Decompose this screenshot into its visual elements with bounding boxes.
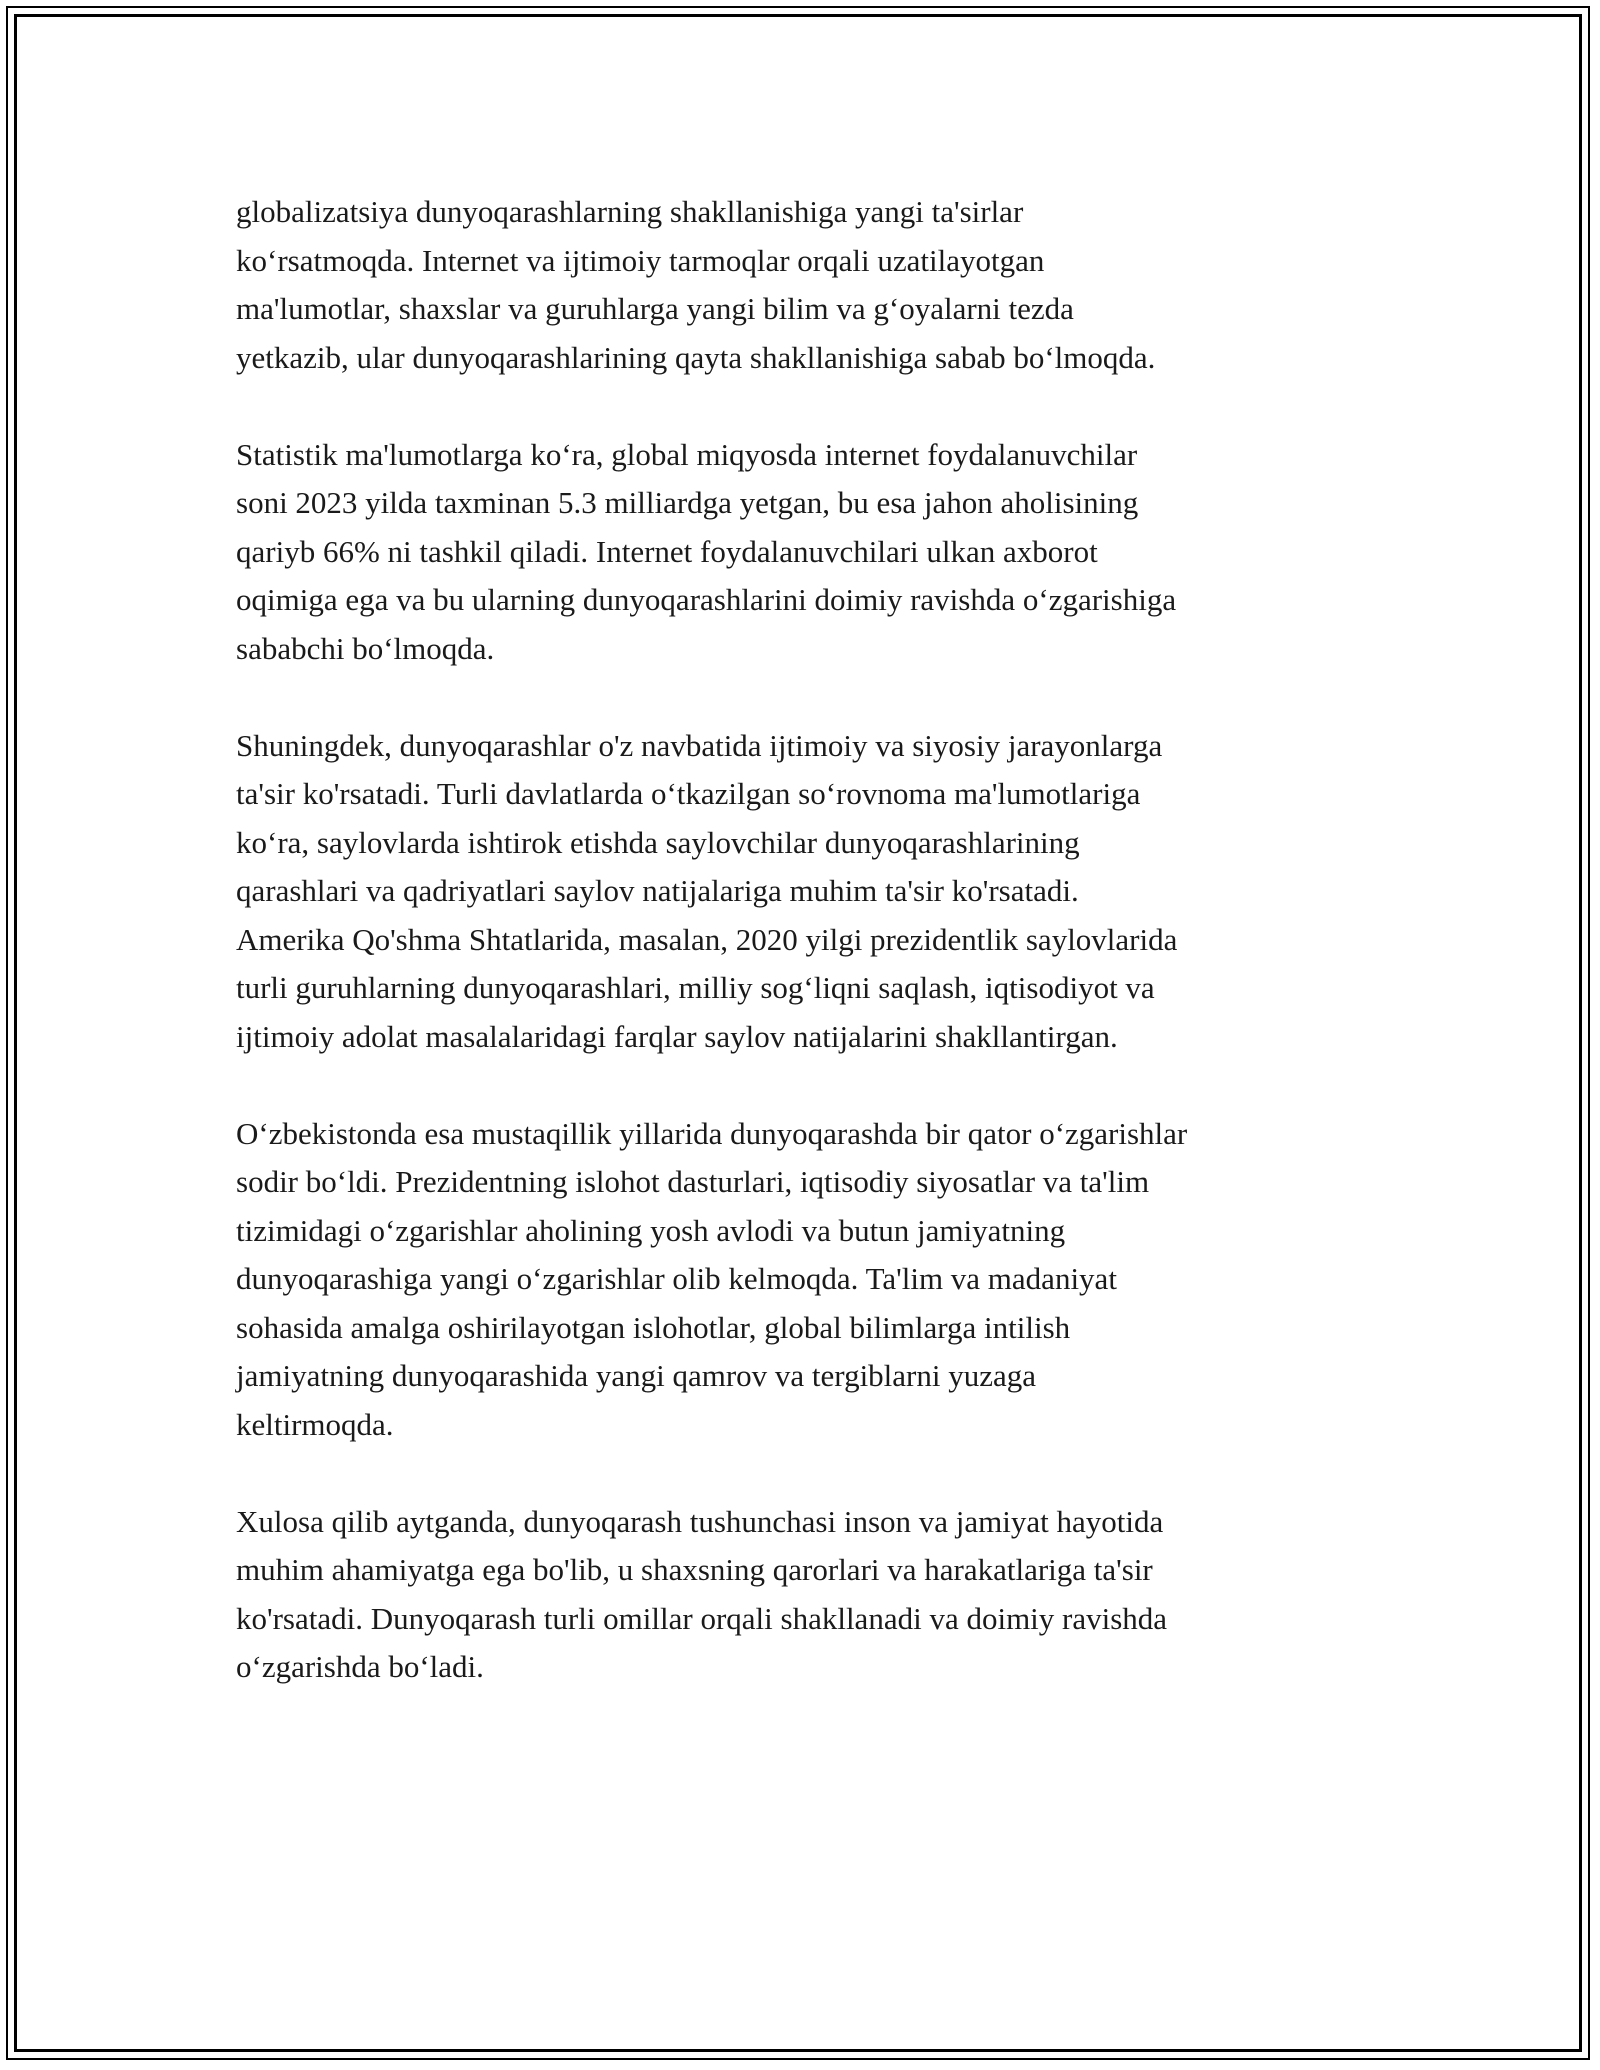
paragraph-social-political: Shuningdek, dunyoqarashlar o'z navbatida ijtimoiy va siyosiy jarayonlarga ta'sir ko'rsatadi. Turli davlatlarda o‘tkazilgan so‘rovnoma ma'lumotlariga ko‘ra, saylovlarda ishtirok etishda saylovchilar dunyoqarashlarining qarashlari va qadriyatlari saylov natijalariga muhim ta'sir ko'rsatadi. Amerika Qo'shma Shtatlarida, masalan, 2020 yilgi prezidentlik saylovlarida turli guruhlarning dunyoqarashlari, milliy sog‘liqni saqlash, iqtisodiyot va ijtimoiy adolat masalalaridagi farqlar saylov natijalarini shakllantirgan. [236,727,1178,1054]
paragraph-statistics: Statistik ma'lumotlarga ko‘ra, global miqyosda internet foydalanuvchilar soni 2023 yilda taxminan 5.3 milliardga yetgan, bu esa jahon aholisining qariyb 66% ni tashkil qiladi. Internet foydalanuvchilari ulkan axborot oqimiga ega va bu ularning dunyoqarashlarini doimiy ravishda o‘zgarishiga sababchi bo‘lmoqda. [236,436,1177,666]
paragraph-uzbekistan: O‘zbekistonda esa mustaqillik yillarida dunyoqarashda bir qator o‘zgarishlar sodir bo‘ldi. Prezidentning islohot dasturlari, iqtisodiy siyosatlar va ta'lim tizimidagi o‘zgarishlar aholining yosh avlodi va butun jamiyatning dunyoqarashiga yangi o‘zgarishlar olib kelmoqda. Ta'lim va madaniyat sohasida amalga oshirilayotgan islohotlar, global bilimlarga intilish jamiyatning dunyoqarashida yangi qamrov va tergiblarni yuzaga keltirmoqda. [236,1115,1188,1442]
document-body [236,188,1386,1740]
paragraph-globalization: globalizatsiya dunyoqarashlarning shakllanishiga yangi ta'sirlar ko‘rsatmoqda. Internet va ijtimoiy tarmoqlar orqali uzatilayotgan ma'lumotlar, shaxslar va guruhlarga yangi bilim va g‘oyalarni tezda yetkazib, ular dunyoqarashlarining qayta shakllanishiga sabab bo‘lmoqda. [236,194,1156,375]
paragraph-conclusion: Xulosa qilib aytganda, dunyoqarash tushunchasi inson va jamiyat hayotida muhim ahamiyatga ega bo'lib, u shaxsning qarorlari va harakatlariga ta'sir ko'rsatadi. Dunyoqarash turli omillar orqali shakllanadi va doimiy ravishda o‘zgarishda bo‘ladi. [236,1503,1168,1684]
